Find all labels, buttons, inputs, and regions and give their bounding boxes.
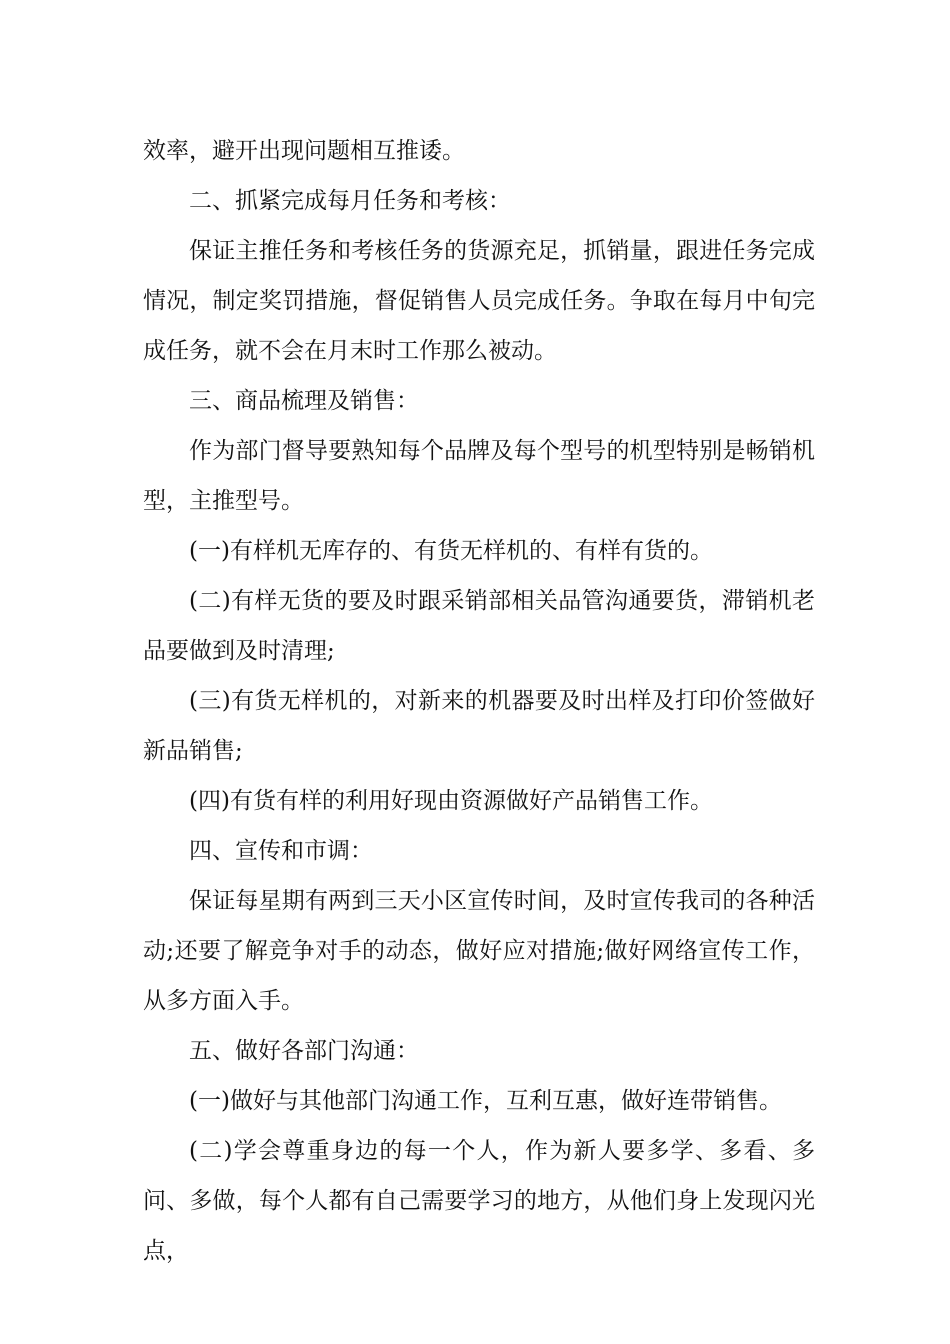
section-heading-3: 三、商品梳理及销售： — [189, 388, 419, 414]
paragraph-continuation: 效率，避开出现问题相互推诿。 — [143, 138, 465, 164]
paragraph-promotion: 保证每星期有两到三天小区宣传时间，及时宣传我司的各种活动;还要了解竞争对手的动态，做好应对措施;做好网络宣传工作，从多方面入手。 — [143, 888, 815, 1014]
list-item-3: (三)有货无样机的，对新来的机器要及时出样及打印价签做好新品销售; — [143, 688, 815, 764]
section-heading-4: 四、宣传和市调： — [189, 838, 373, 864]
section-heading-5: 五、做好各部门沟通： — [189, 1038, 419, 1064]
paragraph-monthly-tasks: 保证主推任务和考核任务的货源充足，抓销量，跟进任务完成情况，制定奖罚措施，督促销售人员完成任务。争取在每月中旬完成任务，就不会在月末时工作那么被动。 — [143, 238, 815, 364]
section-heading-2: 二、抓紧完成每月任务和考核： — [189, 188, 511, 214]
list-item-communication-2: (二)学会尊重身边的每一个人，作为新人要多学、多看、多问、多做，每个人都有自己需要学习的地方，从他们身上发现闪光点， — [143, 1138, 815, 1264]
document-body — [143, 126, 815, 1276]
list-item-4: (四)有货有样的利用好现由资源做好产品销售工作。 — [189, 788, 713, 814]
list-item-1: (一)有样机无库存的、有货无样机的、有样有货的。 — [189, 538, 713, 564]
list-item-2: (二)有样无货的要及时跟采销部相关品管沟通要货，滞销机老品要做到及时清理; — [143, 588, 815, 664]
list-item-communication-1: (一)做好与其他部门沟通工作，互利互惠，做好连带销售。 — [189, 1088, 782, 1114]
paragraph-product-knowledge: 作为部门督导要熟知每个品牌及每个型号的机型特别是畅销机型，主推型号。 — [143, 438, 815, 514]
